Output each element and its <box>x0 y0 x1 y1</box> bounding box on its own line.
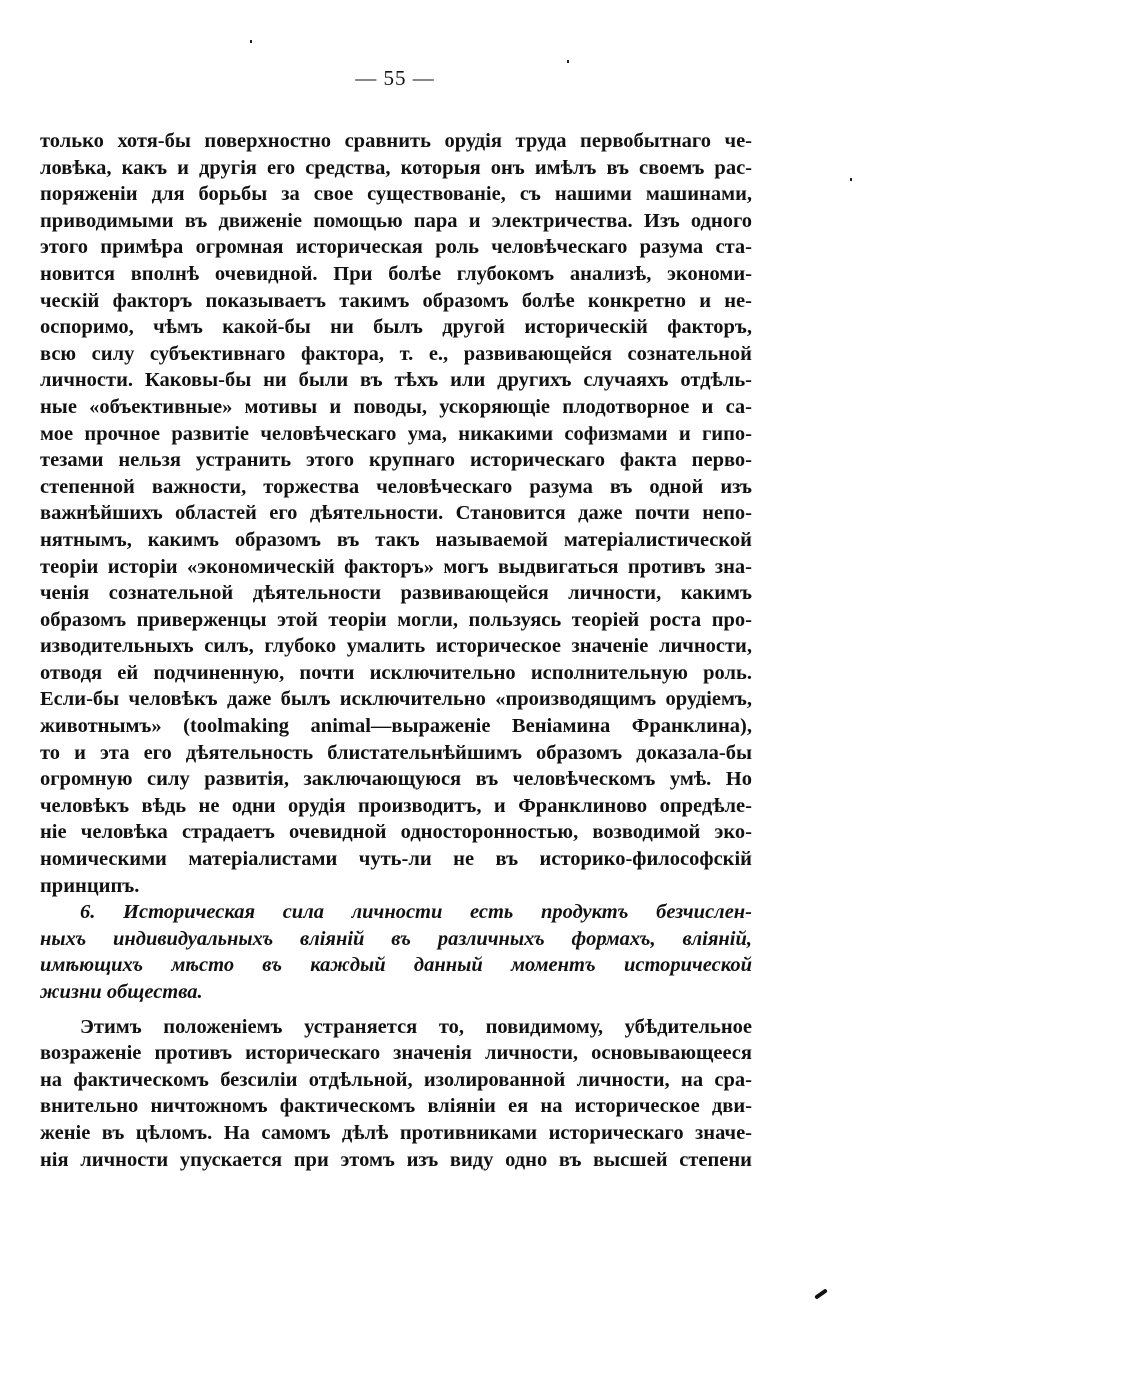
text-line: образомъ приверженцы этой теоріи могли, пользуясь теоріей роста про- <box>40 608 752 631</box>
text-line: человѣкъ вѣдь не одни орудія производитъ, и Франклиново опредѣле- <box>40 794 752 817</box>
text-line: огромную силу развитія, заключающуюся въ человѣческомъ умѣ. Но <box>40 768 752 791</box>
text-line: теоріи исторіи «экономическій факторъ» могъ выдвигаться противъ зна- <box>40 555 752 578</box>
text-line: оспоримо, чѣмъ какой-бы ни былъ другой историческій факторъ, <box>40 316 752 339</box>
text-line: нія личности упускается при этомъ изъ виду одно въ высшей степени <box>40 1148 752 1171</box>
scan-speck <box>250 40 252 43</box>
text-line: ные «объективные» мотивы и поводы, ускоряющіе плодотворное и са- <box>40 395 752 418</box>
thesis-line: жизни общества. <box>40 981 203 1003</box>
text-line: номическими матеріалистами чуть-ли не въ историко-философскій <box>40 848 752 871</box>
ink-mark <box>814 1288 828 1299</box>
text-line: ченія сознательной дѣятельности развивающейся личности, какимъ <box>40 582 752 605</box>
text-line: принципъ. <box>40 874 140 897</box>
scan-speck <box>567 60 569 63</box>
text-column <box>40 128 752 1173</box>
text-line: приводимыми въ движеніе помощью пара и электричества. Изъ одного <box>40 209 752 232</box>
text-line: то и эта его дѣятельность блистательнѣйшимъ образомъ доказала-бы <box>40 741 752 764</box>
thesis-line: ныхъ индивидуальныхъ вліяній въ различныхъ формахъ, вліяній, <box>40 927 752 950</box>
text-line: Этимъ положеніемъ устраняется то, повидимому, убѣдительное <box>80 1015 752 1038</box>
text-line: животнымъ» (toolmaking animal—выраженіе Веніамина Франклина), <box>40 715 752 738</box>
text-line: поряженіи для борьбы за свое существованіе, съ нашими машинами, <box>40 183 752 206</box>
text-line: всю силу субъективнаго фактора, т. е., развивающейся сознательной <box>40 342 752 365</box>
text-line: ловѣка, какъ и другія его средства, которыя онъ имѣлъ въ своемъ рас- <box>40 156 752 179</box>
text-line: новится вполнѣ очевидной. При болѣе глубокомъ анализѣ, экономи- <box>40 262 752 285</box>
text-line: важнѣйшихъ областей его дѣятельности. Становится даже почти непо- <box>40 502 752 525</box>
text-line: ніе человѣка страдаетъ очевидной односторонностью, возводимой эко- <box>40 821 752 844</box>
text-line: изводительныхъ силъ, глубоко умалить историческое значеніе личности, <box>40 635 752 658</box>
text-line: ческій факторъ показываетъ такимъ образомъ болѣе конкретно и не- <box>40 289 752 312</box>
text-line: на фактическомъ безсиліи отдѣльной, изолированной личности, на сра- <box>40 1068 752 1091</box>
thesis-line: имѣющихъ мѣсто въ каждый данный моментъ исторической <box>40 954 752 977</box>
text-line: тезами нельзя устранить этого крупнаго историческаго факта перво- <box>40 449 752 472</box>
text-line: возраженіе противъ историческаго значенія личности, основывающееся <box>40 1042 752 1065</box>
text-line: нятнымъ, какимъ образомъ въ такъ называемой матеріалистической <box>40 528 752 551</box>
text-line: отводя ей подчиненную, почти исключительно исполнительную роль. <box>40 661 752 684</box>
text-line: мое прочное развитіе человѣческаго ума, никакими софизмами и гипо- <box>40 422 752 445</box>
page-number: — 55 — <box>355 66 435 90</box>
text-line: этого примѣра огромная историческая роль человѣческаго разума ста- <box>40 236 752 259</box>
text-line: личности. Каковы-бы ни были въ тѣхъ или другихъ случаяхъ отдѣль- <box>40 369 752 392</box>
scan-speck <box>850 178 852 181</box>
text-line: женіе въ цѣломъ. На самомъ дѣлѣ противниками историческаго значе- <box>40 1121 752 1144</box>
text-line: Если-бы человѣкъ даже былъ исключительно «производящимъ орудіемъ, <box>40 688 752 711</box>
text-line: только хотя-бы поверхностно сравнить орудія труда первобытнаго че- <box>40 130 752 152</box>
text-line: степенной важности, торжества человѣческаго разума въ одной изъ <box>40 475 752 498</box>
text-line: внительно ничтожномъ фактическомъ вліяніи ея на историческое дви- <box>40 1095 752 1118</box>
thesis-line: 6. Историческая сила личности есть продуктъ безчислен- <box>80 901 752 924</box>
